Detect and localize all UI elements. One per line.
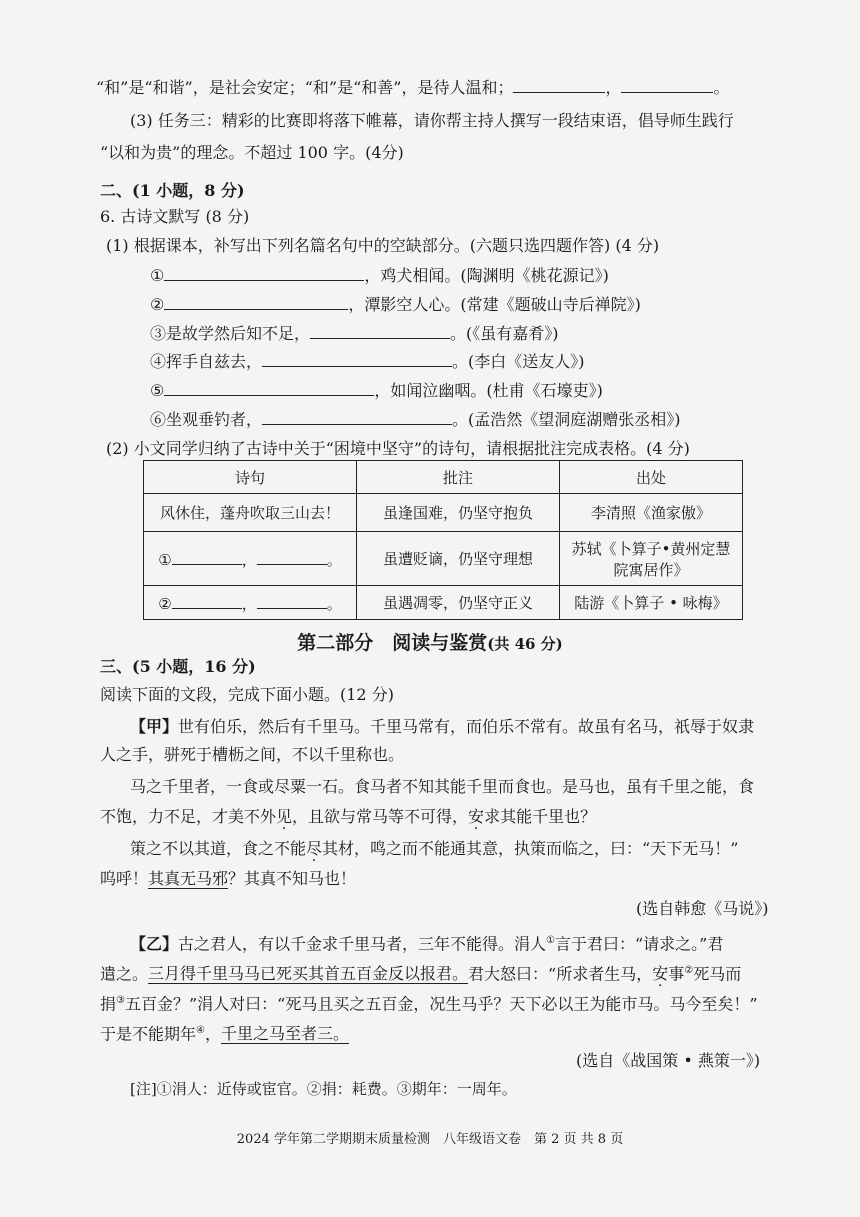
yi-p1-line4: 于是不能期年④，千里之马至者三。 [100,1024,350,1044]
answer-blank[interactable] [310,322,450,339]
table-cell: 虽遭贬谪，仍坚守理想 [357,532,560,586]
table-cell: 李清照《渔家傲》 [560,494,743,532]
task3-line1: (3) 任务三：精彩的比赛即将落下帷幕，请你帮主持人撰写一段结束语，倡导师生践行 [130,111,734,130]
jia-p1-line1: 【甲】世有伯乐，然后有千里马。千里马常有，而伯乐不常有。故虽有名马，祇辱于奴隶 [130,717,755,736]
answer-blank[interactable] [164,264,364,281]
recitation-item-3: ③是故学然后知不足， 。(《虽有嘉肴》) [150,324,559,343]
jia-source: (选自韩愈《马说》) [636,899,769,918]
jia-p3-line1: 策之不以其道，食之不能尽其材，鸣之而不能通其意，执策而临之，曰：“天下无马！” [130,839,739,858]
task3-line2: “以和为贵”的理念。不超过 100 字。(4分) [100,143,404,162]
recitation-item-6: ⑥坐观垂钓者， 。(孟浩然《望洞庭湖赠张丞相》) [150,410,681,429]
page-footer: 2024 学年第二学期期末质量检测 八年级语文卷 第 2 页 共 8 页 [236,1132,624,1147]
jia-p3-line2: 呜呼！其真无马邪？其真不知马也！ [100,869,357,888]
table-header-row [144,461,743,494]
section3-heading: 三、(5 小题，16 分) [100,657,256,676]
table-header: 诗句 [144,461,357,494]
yi-p1-line2: 遣之。三月得千里马马已死买其首五百金反以报君。君大怒曰：“所求者生马，安事②死马而 [100,964,742,984]
reading-intro: 阅读下面的文段，完成下面小题。(12 分) [100,685,394,704]
table-cell: 陆游《卜算子 • 咏梅》 [560,586,743,620]
answer-blank[interactable] [172,548,242,565]
recitation-item-1: ① ，鸡犬相闻。(陶渊明《桃花源记》) [150,266,609,285]
answer-blank[interactable] [513,76,605,93]
recitation-item-5: ⑤ ，如闻泣幽咽。(杜甫《石壕吏》) [150,381,603,400]
recitation-item-2: ② ，潭影空人心。(常建《题破山寺后禅院》) [150,295,641,314]
jia-p1-line2: 人之手，骈死于槽枥之间，不以千里称也。 [100,745,405,764]
section2-heading: 二、(1 小题，8 分) [100,181,245,200]
table-row [144,586,743,620]
answer-blank[interactable] [257,592,327,609]
answer-blank[interactable] [164,293,348,310]
answer-blank[interactable] [262,350,452,367]
answer-blank[interactable] [164,379,374,396]
table-cell: 苏轼《卜算子•黄州定慧 院寓居作》 [560,532,743,586]
poetry-table [143,460,743,620]
annotation-note: [注]①涓人：近侍或宦官。②捐：耗费。③期年：一周年。 [130,1080,517,1098]
yi-source: (选自《战国策 • 燕策一》) [576,1051,761,1070]
answer-blank[interactable] [262,408,452,425]
table-cell: ② ， 。 [144,586,357,620]
q6-1-instruction: (1) 根据课本，补写出下列名篇名句中的空缺部分。(六题只选四题作答) (4 分) [106,236,660,255]
q6-title: 6. 古诗文默写 (8 分) [100,207,250,226]
part2-title: 第二部分 阅读与鉴赏(共 46 分) [297,632,563,654]
table-header: 批注 [357,461,560,494]
answer-blank[interactable] [257,548,327,565]
answer-blank[interactable] [621,76,713,93]
answer-blank[interactable] [172,592,242,609]
table-cell: 虽逢国难，仍坚守抱负 [357,494,560,532]
table-cell: 虽遇凋零，仍坚守正义 [357,586,560,620]
harmony-text: “和”是“和谐”，是社会安定；“和”是“和善”，是待人温和； [96,78,514,97]
yi-p1-line3: 捐③五百金？”涓人对曰：“死马且买之五百金，况生马乎？天下必以王为能市马。马今至矣！” [100,994,758,1014]
yi-p1-line1: 【乙】古之君人，有以千金求千里马者，三年不能得。涓人①言于君曰：“请求之。”君 [130,934,724,954]
recitation-item-4: ④挥手自兹去， 。(李白《送友人》) [150,352,585,371]
jia-p2-line2: 不饱，力不足，才美不外见，且欲与常马等不可得，安求其能千里也？ [100,807,597,826]
table-row [144,532,743,586]
table-cell: 风休住，蓬舟吹取三山去！ [144,494,357,532]
table-cell: ① ， 。 [144,532,357,586]
harmony-line: “和”是“和谐”，是社会安定；“和”是“和善”，是待人温和； ， 。 [96,78,730,97]
q6-2-instruction: (2) 小文同学归纳了古诗中关于“困境中坚守”的诗句，请根据批注完成表格。(4 分) [106,439,690,458]
jia-p2-line1: 马之千里者，一食或尽粟一石。食马者不知其能千里而食也。是马也，虽有千里之能，食 [130,777,755,796]
table-header: 出处 [560,461,743,494]
table-row [144,494,743,532]
